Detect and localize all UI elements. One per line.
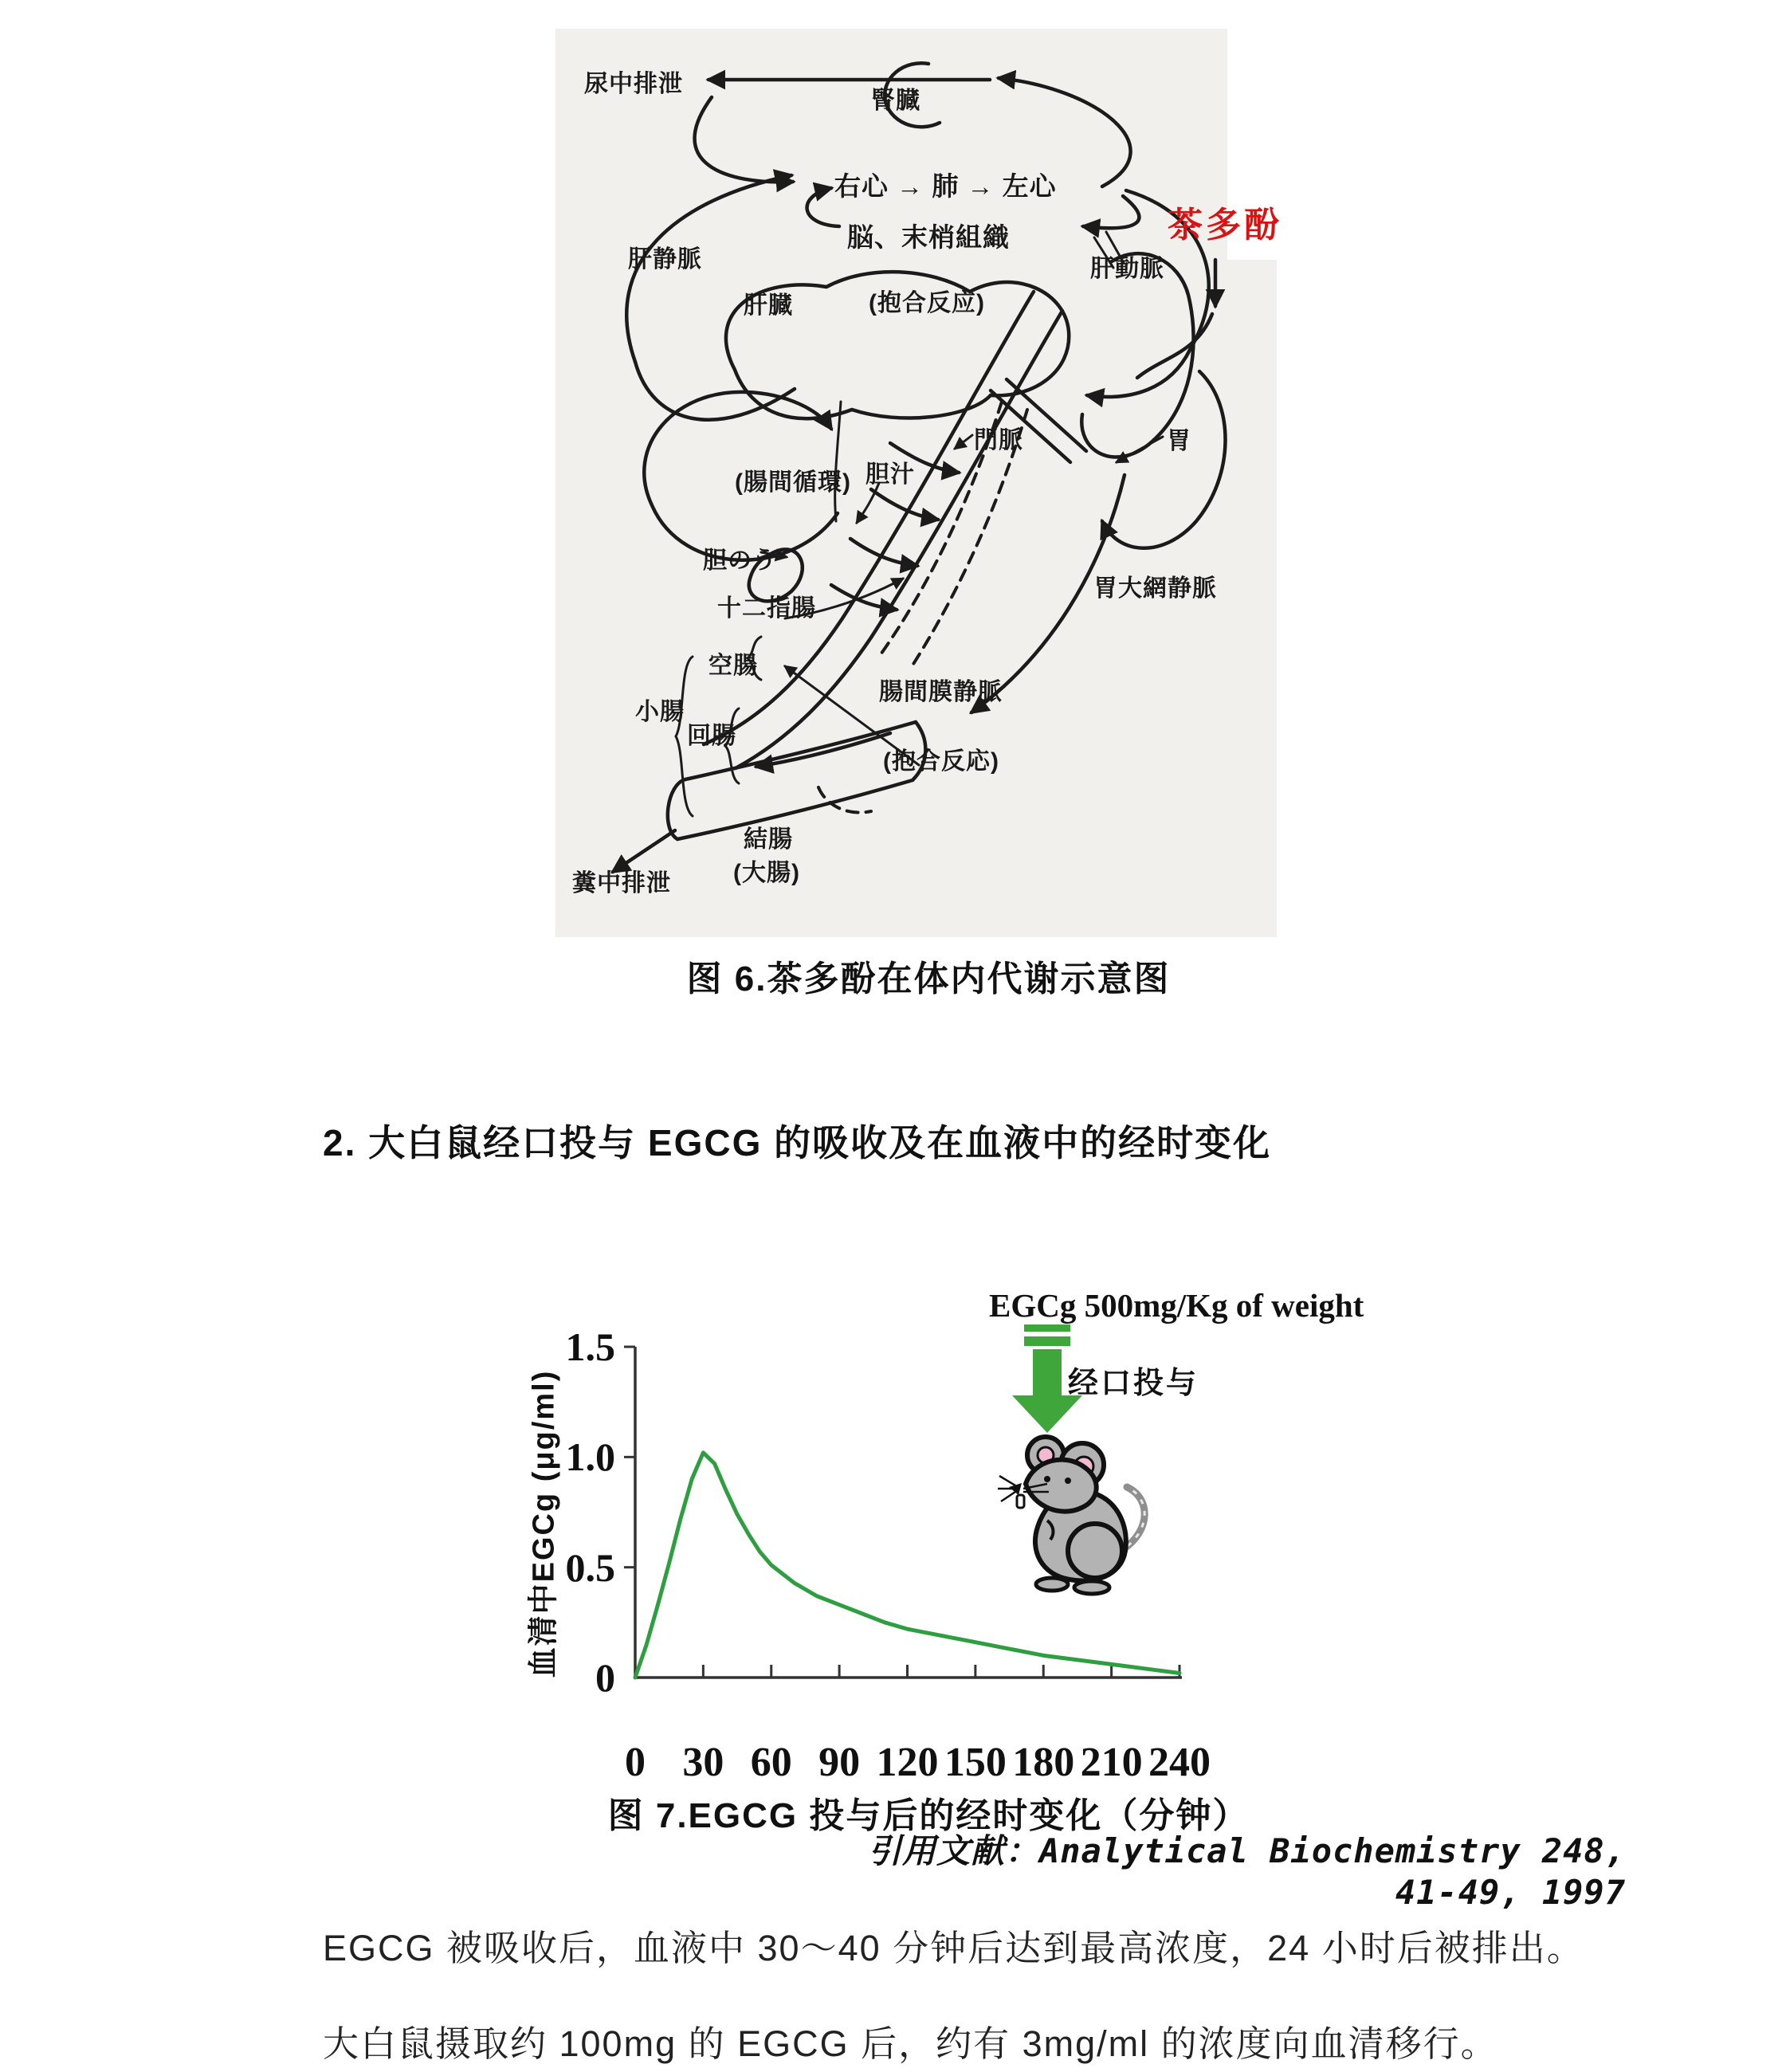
label-duodenum: 十二指腸 — [717, 595, 816, 622]
label-jejunum: 空腸 — [708, 653, 758, 679]
y-tick-label-0.5: 0.5 — [565, 1544, 615, 1590]
y-axis-title: 血清中EGCg (μg/ml) — [527, 1369, 561, 1678]
label-liver: 肝臓 — [744, 292, 793, 319]
figure7-citation: 引用文献：Analytical Biochemistry 248, 41-49, 1997 — [867, 1831, 1626, 1912]
label-feces-excretion: 糞中排泄 — [572, 870, 671, 897]
dose-label: EGCg 500mg/Kg of weight — [989, 1287, 1364, 1324]
body-paragraph-2: 大白鼠摄取约 100mg 的 EGCG 后，约有 3mg/ml 的浓度向血清移行。 — [323, 2023, 1498, 2064]
label-conjugation-liver: (抱合反应) — [869, 290, 985, 316]
label-heart-lung: 右心 → 肺 → 左心 — [834, 171, 1057, 201]
label-stomach: 胃 — [1167, 428, 1191, 454]
y-tick-label-0: 0 — [595, 1655, 615, 1700]
label-urine-excretion: 尿中排泄 — [584, 71, 683, 97]
label-gastroepiploic-vein: 胃大網静脈 — [1093, 575, 1217, 602]
label-portal-vein: 門脈 — [974, 427, 1023, 453]
egcg-time-course-chart — [510, 1267, 1387, 1809]
figure6-scan — [555, 29, 1282, 937]
label-gallbladder: 胆のう — [703, 547, 777, 574]
x-tick-label-90: 90 — [818, 1740, 861, 1785]
x-tick-label-180: 180 — [1012, 1740, 1075, 1785]
y-tick-label-1: 1.0 — [565, 1434, 615, 1480]
label-brain-tissue: 脳、末梢組織 — [847, 222, 1010, 252]
label-kidney: 腎臓 — [871, 88, 920, 114]
section2-heading: 2. 大白鼠经口投与 EGCG 的吸收及在血液中的经时变化 — [323, 1122, 1272, 1164]
mouse-illustration — [998, 1431, 1165, 1603]
x-tick-label-0: 0 — [625, 1740, 646, 1785]
x-tick-label-240: 240 — [1148, 1740, 1211, 1785]
x-tick-label-210: 210 — [1080, 1740, 1143, 1785]
label-small-intestine: 小腸 — [635, 699, 685, 725]
egcg-time-course-figure — [510, 1267, 1387, 1809]
label-conjugation-intestine: (抱合反応) — [883, 748, 999, 775]
label-colon: 結腸 — [744, 826, 793, 853]
x-tick-label-120: 120 — [876, 1740, 939, 1785]
body-paragraph-1: EGCG 被吸收后，血液中 30～40 分钟后达到最高浓度，24 小时后被排出。 — [323, 1928, 1584, 1968]
y-tick-label-1.5: 1.5 — [565, 1324, 615, 1369]
label-hepatic-artery: 肝動脈 — [1090, 256, 1164, 282]
metabolism-diagram — [555, 29, 1277, 937]
label-colon-paren: (大腸) — [733, 860, 800, 886]
label-mesenteric-vein: 腸間膜静脈 — [879, 679, 1003, 705]
figure6-caption: 图 6.茶多酚在体内代谢示意图 — [686, 959, 1171, 999]
label-enterohepatic-circulation: (腸間循環) — [735, 469, 851, 496]
label-tea-polyphenol: 茶多酚 — [1168, 206, 1282, 245]
x-tick-label-60: 60 — [750, 1740, 792, 1785]
figure7-caption: 图 7.EGCG 投与后的经时变化（分钟） — [607, 1796, 1250, 1835]
x-tick-label-30: 30 — [682, 1740, 724, 1785]
oral-administration-label: 经口投与 — [1068, 1367, 1199, 1400]
label-bile: 胆汁 — [865, 461, 915, 488]
label-hepatic-vein: 肝静脈 — [628, 246, 702, 273]
x-tick-label-150: 150 — [944, 1740, 1007, 1785]
label-ileum: 回腸 — [687, 723, 736, 749]
